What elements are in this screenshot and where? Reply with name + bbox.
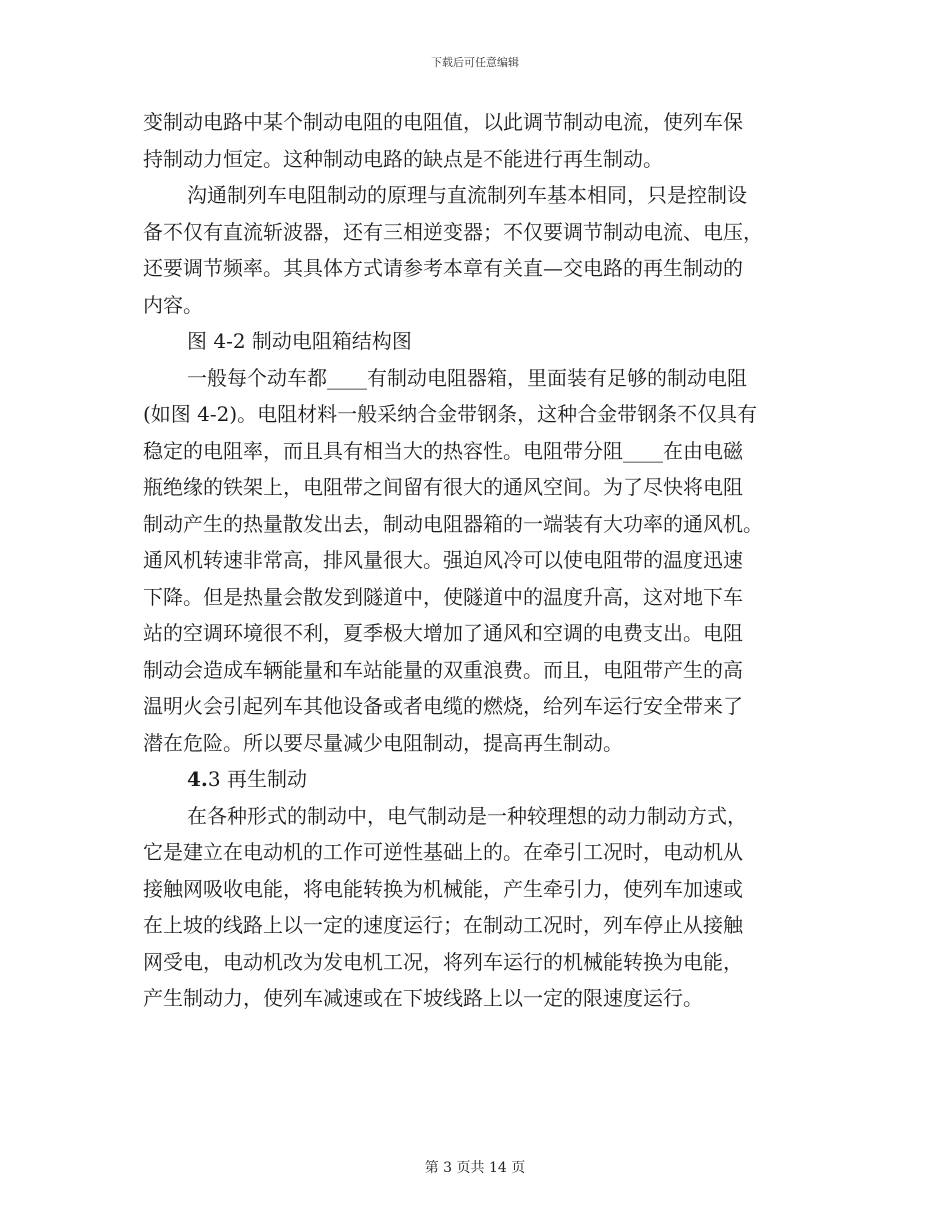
section-title: 3 再生制动 [207,767,307,791]
header-note: 下载后可任意编辑 [431,56,519,69]
body-line: 在上坡的线路上以一定的速度运行；在制动工况时，列车停止从接触 [143,913,743,937]
document-body [143,104,810,1017]
body-line: 潜在危险。所以要尽量减少电阻制动，提高再生制动。 [143,730,623,755]
body-line: 在各种形式的制动中，电气制动是一种较理想的动力制动方式， [187,803,747,828]
body-line: 站的空调环境很不利，夏季极大增加了通风和空调的电费支出。电阻 [143,621,743,645]
body-line: 瓶绝缘的铁架上，电阻带之间留有很大的通风空间。为了尽快将电阻 [143,475,743,499]
body-line: 制动产生的热量散发出去，制动电阻器箱的一端装有大功率的通风机。 [143,511,763,536]
body-line: 下降。但是热量会散发到隧道中，使隧道中的温度升高，这对地下车 [143,584,743,609]
body-line: 通风机转速非常高，排风量很大。强迫风冷可以使电阻带的温度迅速 [143,548,743,572]
section-number: 4. [187,767,208,791]
body-line: 还要调节频率。其具体方式请参考本章有关直—交电路的再生制动的 [143,256,743,280]
body-line: 备不仅有直流斩波器，还有三相逆变器；不仅要调节制动电流、电压， [143,219,763,244]
body-line: 沟通制列车电阻制动的原理与直流制列车基本相同，只是控制设 [187,183,747,207]
body-line: 接触网吸收电能，将电能转换为机械能，产生牵引力，使列车加速或 [143,876,743,901]
body-line: 一般每个动车都____有制动电阻器箱，里面装有足够的制动电阻 [187,365,747,390]
body-line: 稳定的电阻率，而且具有相当大的热容性。电阻带分阻____在由电磁 [143,438,743,463]
body-line: 内容。 [143,292,203,317]
page-number: 第 3 页共 14 页 [424,1160,526,1176]
section-heading [143,761,810,798]
body-line: 变制动电路中某个制动电阻的电阻值，以此调节制动电流，使列车保 [143,110,743,134]
figure-caption: 图 4-2 制动电阻箱结构图 [187,329,412,353]
body-line: 产生制动力，使列车减速或在下坡线路上以一定的限速度运行。 [143,986,703,1010]
body-line: 它是建立在电动机的工作可逆性基础上的。在牵引工况时，电动机从 [143,840,743,864]
body-line: 网受电，电动机改为发电机工况，将列车运行的机械能转换为电能， [143,949,743,974]
body-line: (如图 4-2)。电阻材料一般采纳合金带钢条，这种合金带钢条不仅具有 [143,402,758,426]
body-line: 持制动力恒定。这种制动电路的缺点是不能进行再生制动。 [143,146,663,171]
body-line: 温明火会引起列车其他设备或者电缆的燃烧，给列车运行安全带来了 [143,694,743,718]
body-line: 制动会造成车辆能量和车站能量的双重浪费。而且，电阻带产生的高 [143,657,743,682]
